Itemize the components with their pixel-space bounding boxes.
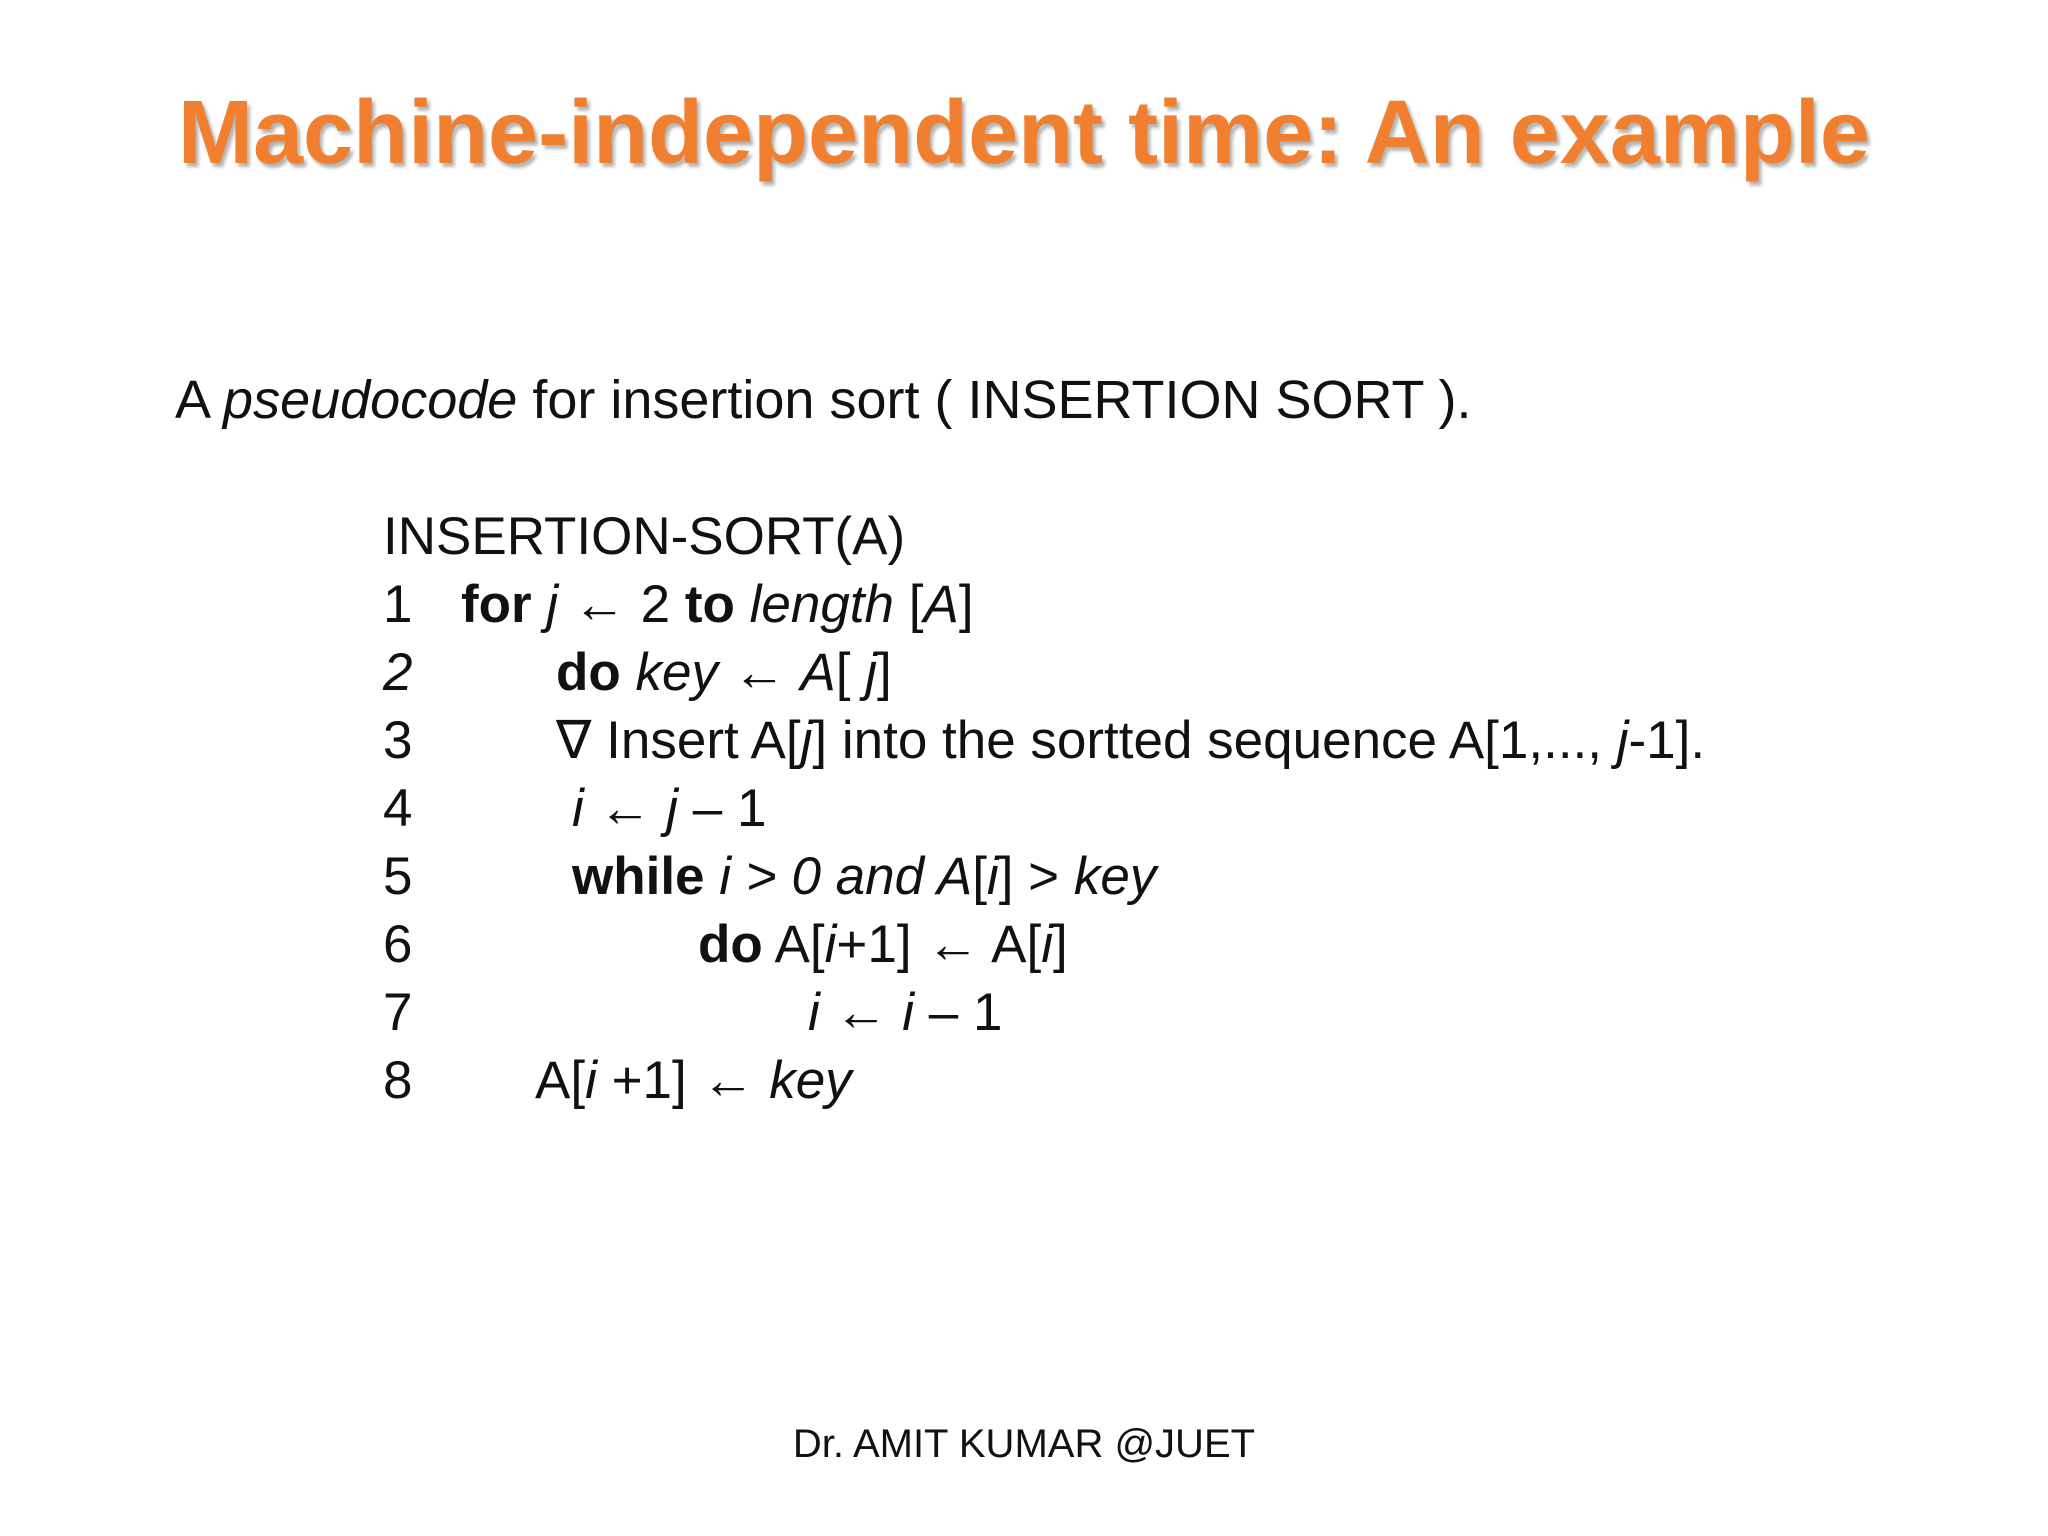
code-variable: A — [800, 643, 836, 702]
code-keyword: while — [572, 847, 705, 906]
code-text: ] — [877, 643, 892, 702]
code-text: ← — [583, 779, 667, 838]
intro-suffix: for insertion sort ( INSERTION SORT ). — [517, 370, 1472, 430]
code-variable: i — [808, 983, 820, 1042]
code-variable: key — [1073, 847, 1157, 906]
code-variable: j — [865, 643, 878, 702]
code-variable: j — [1616, 711, 1629, 770]
line-number: 5 — [383, 847, 413, 906]
code-variable: j — [546, 575, 559, 634]
code-variable: i — [585, 1051, 597, 1110]
intro-prefix: A — [175, 370, 224, 430]
code-variable: j — [800, 711, 813, 770]
code-text: ] — [1052, 915, 1068, 974]
code-text: ← — [717, 643, 801, 702]
code-statement — [535, 1049, 852, 1113]
slide-title: Machine-independent time: An example — [178, 83, 1870, 183]
code-text: +1] ← — [596, 1051, 770, 1110]
code-text — [621, 643, 636, 702]
code-text: ∇ Insert A[ — [556, 711, 801, 770]
code-statement — [556, 709, 1705, 773]
line-number: 7 — [383, 983, 413, 1042]
code-text: [ — [894, 575, 924, 634]
intro-emphasis: pseudocode — [223, 370, 518, 430]
code-variable: i > 0 and A — [719, 847, 973, 906]
code-text: -1]. — [1628, 711, 1706, 770]
code-text: A[ — [762, 915, 825, 974]
code-statement — [556, 641, 892, 705]
line-number: 1 — [383, 575, 413, 634]
code-text: ] into the sortted sequence A[1,..., — [812, 711, 1617, 770]
code-keyword: do — [698, 915, 763, 974]
code-keyword: to — [684, 575, 735, 634]
code-variable: j — [666, 779, 679, 838]
line-number: 6 — [383, 915, 413, 974]
footer-credit: Dr. AMIT KUMAR @JUET — [792, 1422, 1256, 1466]
line-number: 8 — [383, 1051, 413, 1110]
code-statement — [808, 981, 1002, 1045]
code-text: ← — [819, 983, 903, 1042]
code-keyword: for — [461, 575, 532, 634]
code-statement — [461, 573, 974, 637]
code-variable: i — [1041, 915, 1053, 974]
code-text: A[ — [535, 1051, 586, 1110]
code-text: ] > — [998, 847, 1074, 906]
code-text: [ — [835, 643, 866, 702]
code-keyword: do — [556, 643, 621, 702]
code-variable: A — [923, 575, 959, 634]
code-text — [532, 575, 547, 634]
code-statement — [698, 913, 1068, 977]
code-statement — [572, 777, 766, 841]
code-variable: i — [824, 915, 837, 974]
code-text: – 1 — [678, 779, 767, 838]
code-text — [705, 847, 720, 906]
procedure-header: INSERTION-SORT(A) — [383, 507, 906, 566]
code-text: [ — [972, 847, 987, 906]
code-variable: length — [749, 575, 894, 634]
code-variable: i — [902, 983, 915, 1042]
code-variable: key — [635, 643, 718, 702]
code-statement — [572, 845, 1156, 909]
line-number: 4 — [383, 779, 413, 838]
code-text: – 1 — [914, 983, 1003, 1042]
code-text: ← 2 — [558, 575, 685, 634]
code-variable: key — [769, 1051, 852, 1110]
code-text — [735, 575, 750, 634]
code-variable: i — [572, 779, 584, 838]
code-variable: i — [986, 847, 999, 906]
code-text: ] — [958, 575, 974, 634]
line-number: 3 — [383, 711, 413, 770]
code-text: +1] ← A[ — [836, 915, 1042, 974]
line-number: 2 — [383, 643, 413, 702]
